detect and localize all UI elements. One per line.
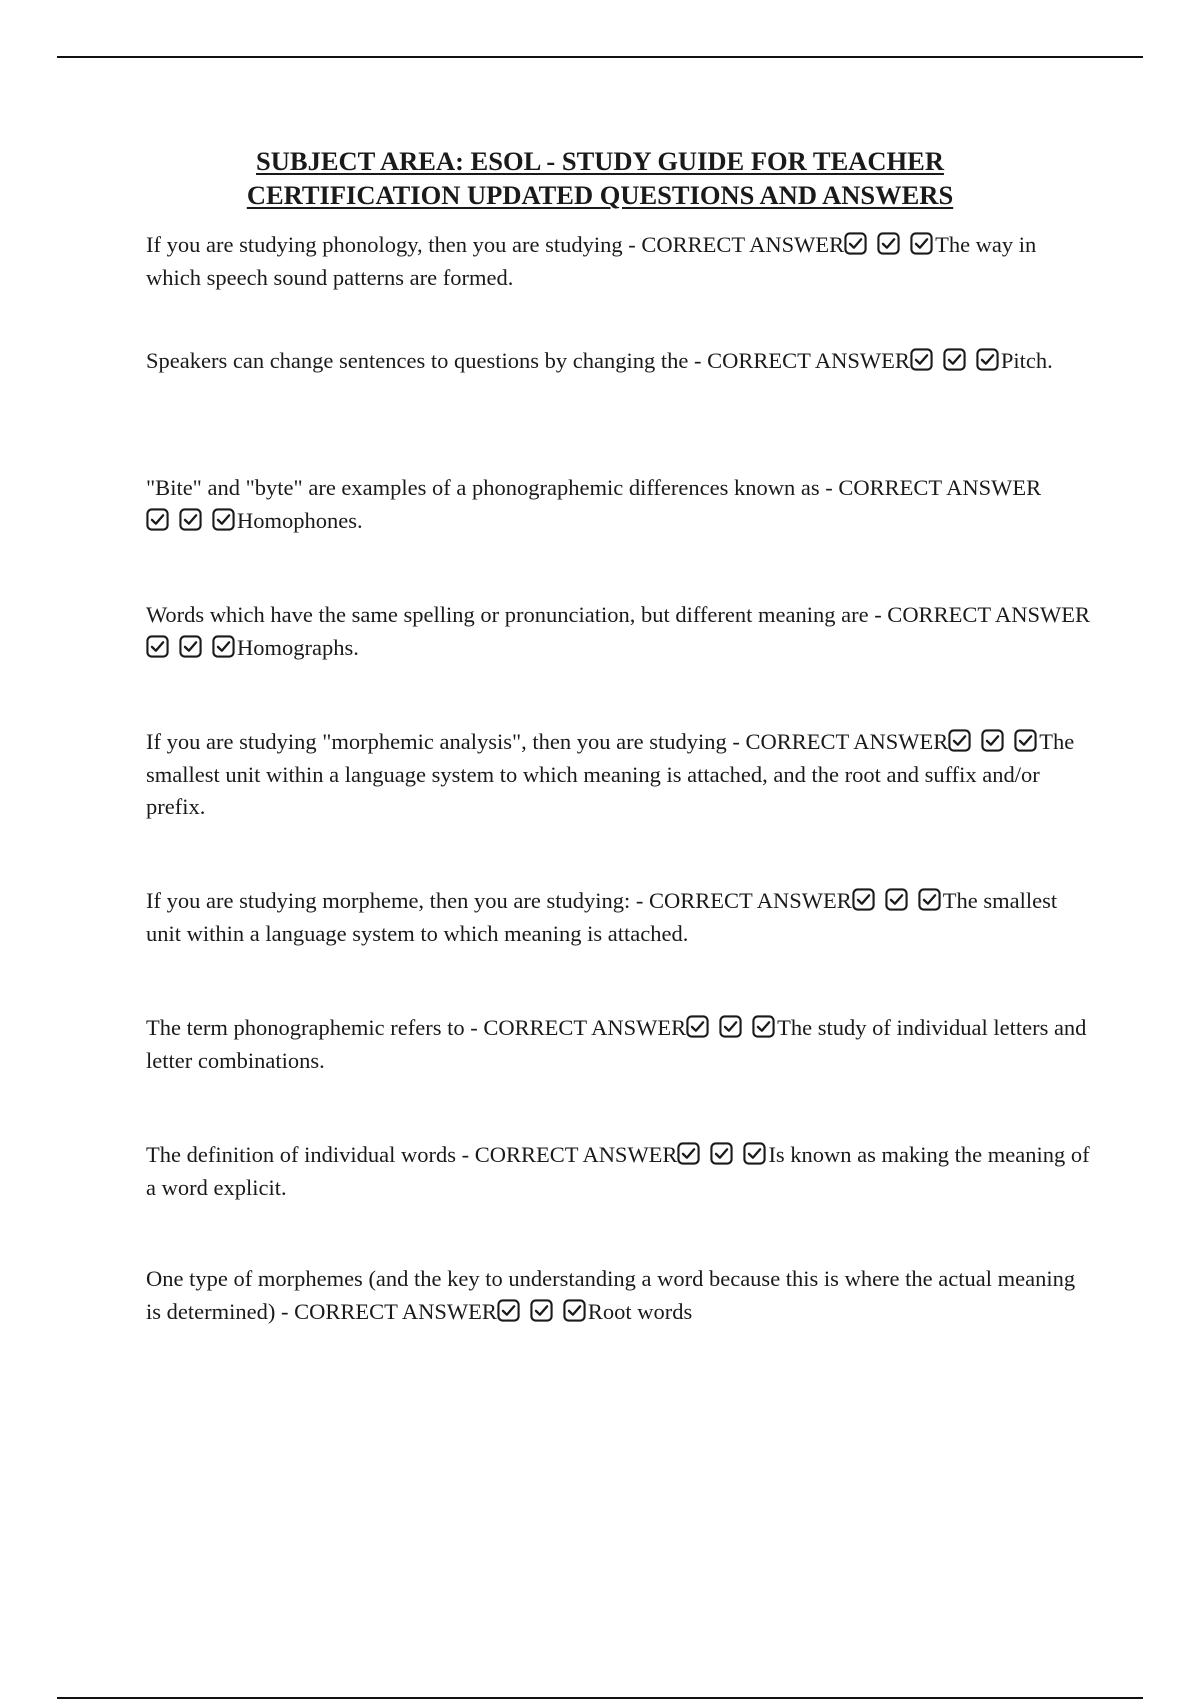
question-text: "Bite" and "byte" are examples of a phonographemic differences known as: [146, 475, 820, 500]
checked-box-icon: [943, 348, 966, 371]
checked-box-icon: [710, 1142, 733, 1165]
page-title: [100, 144, 1100, 212]
checked-box-icon: [677, 1142, 700, 1165]
checked-box-icon: [910, 232, 933, 255]
checked-box-icon: [885, 888, 908, 911]
answer-marker: - CORRECT ANSWER: [874, 602, 1091, 627]
checked-box-icon: [981, 729, 1004, 752]
answer-marker: - CORRECT ANSWER: [280, 1298, 497, 1324]
answer-text: The smallest unit within a language system to which meaning is attached.: [146, 888, 1058, 946]
checked-box-icon: [844, 232, 867, 255]
answer-marker: - CORRECT ANSWER: [693, 348, 910, 373]
question-text: Words which have the same spelling or pronunciation, but different meaning are: [146, 602, 869, 627]
qa-item: [146, 345, 1091, 378]
checked-box-icon: [752, 1015, 775, 1038]
question-text: One type of morphemes (and the key to understanding a word because this is where the actual meaning is determined): [146, 1266, 1076, 1324]
checked-box-icon: [530, 1299, 553, 1322]
checked-box-icon: [852, 888, 875, 911]
check-group: [677, 1142, 768, 1167]
answer-text: The study of individual letters and letter combinations.: [146, 1015, 1087, 1073]
check-group: [686, 1015, 777, 1040]
checked-box-icon: [212, 508, 235, 531]
checked-box-icon: [1014, 729, 1037, 752]
checked-box-icon: [497, 1299, 520, 1322]
qa-item: [146, 229, 1091, 294]
question-text: The definition of individual words: [146, 1142, 456, 1167]
answer-marker: - CORRECT ANSWER: [825, 475, 1042, 500]
checked-box-icon: [976, 348, 999, 371]
qa-item: [146, 726, 1091, 824]
qa-item: [146, 1139, 1091, 1204]
answer-text: Pitch.: [1000, 348, 1053, 373]
check-group: [146, 635, 237, 660]
question-text: If you are studying morpheme, then you are studying:: [146, 888, 631, 913]
checked-box-icon: [563, 1299, 586, 1322]
answer-text: Root words: [587, 1298, 693, 1324]
answer-marker: - CORRECT ANSWER: [635, 888, 852, 913]
check-group: [497, 1299, 588, 1324]
answer-text: The way in which speech sound patterns are formed.: [146, 232, 1037, 290]
check-group: [852, 888, 943, 913]
answer-marker: - CORRECT ANSWER: [470, 1015, 687, 1040]
question-text: If you are studying phonology, then you are studying: [146, 232, 623, 257]
checked-box-icon: [686, 1015, 709, 1038]
answer-marker: - CORRECT ANSWER: [732, 729, 949, 754]
answer-marker: - CORRECT ANSWER: [628, 232, 845, 257]
answer-text: Is known as making the meaning of a word explicit.: [146, 1142, 1090, 1200]
checked-box-icon: [910, 348, 933, 371]
check-group: [948, 729, 1039, 754]
checked-box-icon: [719, 1015, 742, 1038]
checked-box-icon: [179, 635, 202, 658]
qa-item: [146, 885, 1091, 950]
checked-box-icon: [877, 232, 900, 255]
question-text: If you are studying "morphemic analysis", then you are studying: [146, 729, 727, 754]
qa-item: [146, 1012, 1091, 1077]
answer-text: The smallest unit within a language system to which meaning is attached, and the root and suffix and/or prefix.: [146, 729, 1075, 819]
checked-box-icon: [948, 729, 971, 752]
qa-item: [146, 599, 1091, 664]
qa-item: [146, 1263, 1091, 1328]
question-text: The term phonographemic refers to: [146, 1015, 465, 1040]
answer-marker: - CORRECT ANSWER: [461, 1142, 678, 1167]
checked-box-icon: [212, 635, 235, 658]
answer-text: Homographs.: [237, 634, 359, 660]
checked-box-icon: [146, 508, 169, 531]
checked-box-icon: [918, 888, 941, 911]
checked-box-icon: [146, 635, 169, 658]
check-group: [146, 508, 237, 533]
check-group: [844, 232, 935, 257]
checked-box-icon: [179, 508, 202, 531]
title-line-1: SUBJECT AREA: ESOL - STUDY GUIDE FOR TEACHER: [256, 146, 944, 176]
check-group: [910, 348, 1001, 373]
title-line-2: CERTIFICATION UPDATED QUESTIONS AND ANSWERS: [246, 180, 954, 210]
qa-item: [146, 472, 1091, 537]
bottom-rule: [57, 1697, 1143, 1699]
question-text: Speakers can change sentences to questions by changing the: [146, 348, 689, 373]
answer-text: Homophones.: [237, 507, 363, 533]
checked-box-icon: [743, 1142, 766, 1165]
top-rule: [57, 56, 1143, 58]
